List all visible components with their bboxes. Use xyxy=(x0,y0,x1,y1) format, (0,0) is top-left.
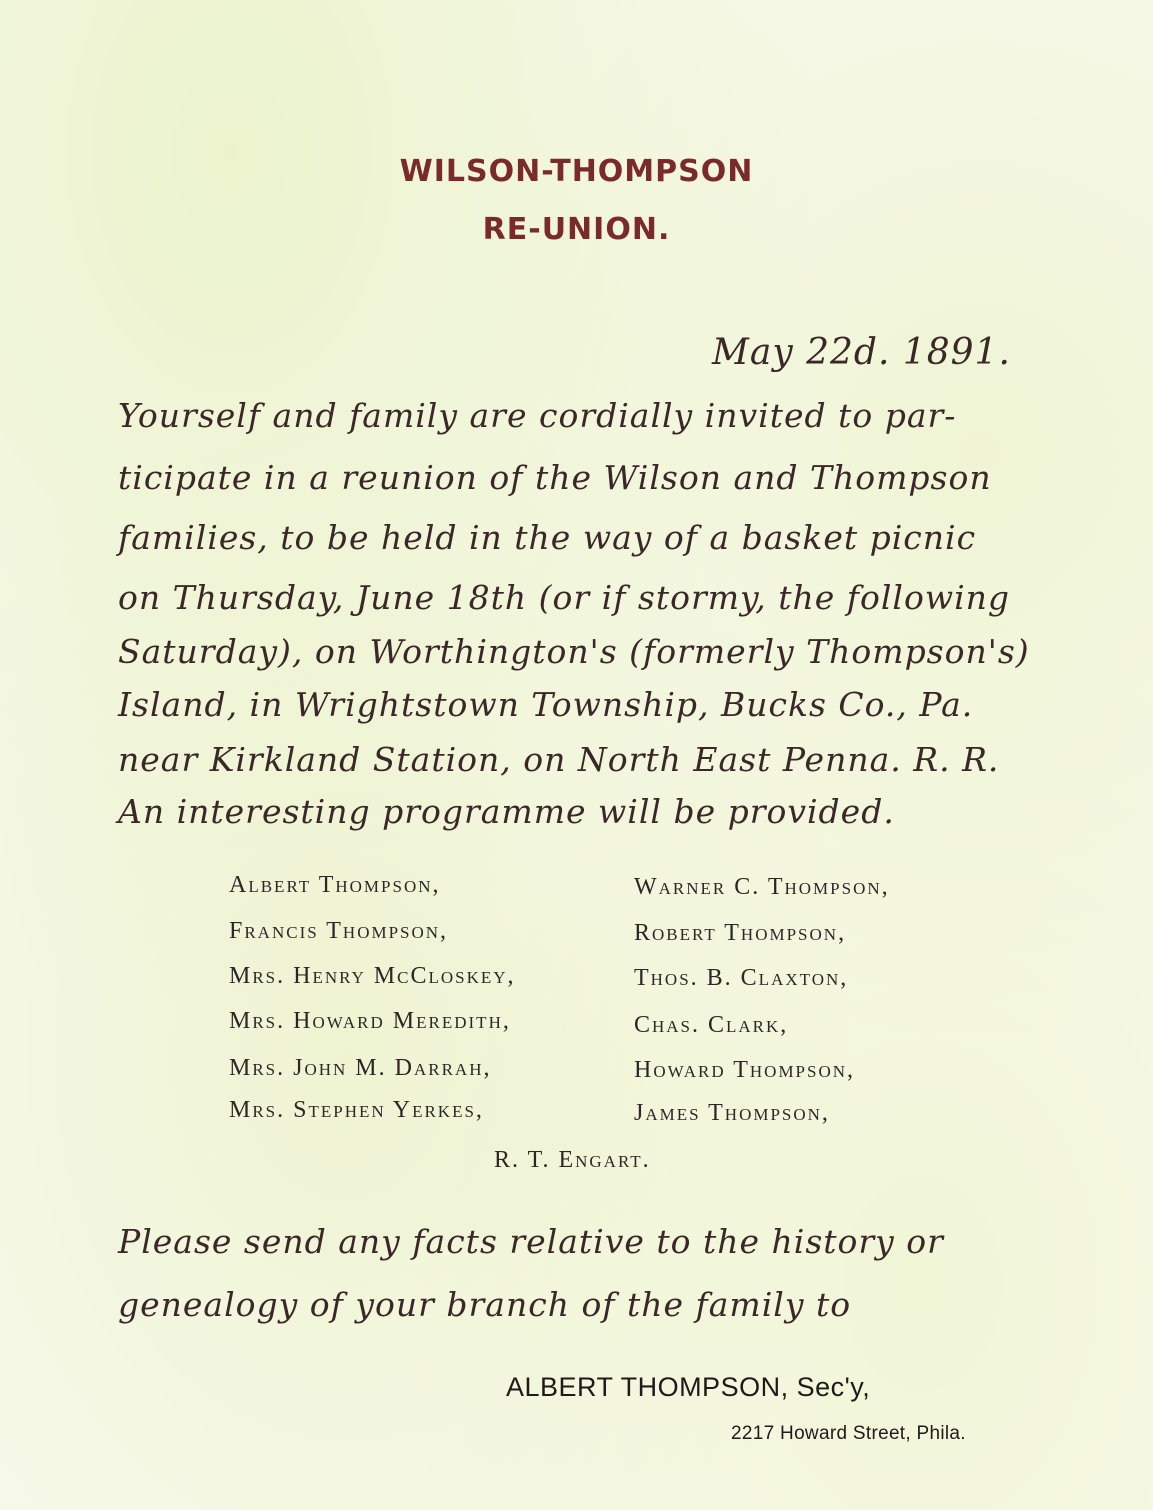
title-line-2: RE-UNION. xyxy=(482,212,671,247)
invitation-line: Saturday), on Worthington's (formerly Thompson's) xyxy=(118,632,1030,671)
letter-date: May 22d. 1891. xyxy=(712,332,1011,373)
committee-member: Francis Thompson, xyxy=(229,918,449,944)
committee-member: Mrs. Howard Meredith, xyxy=(229,1008,511,1034)
committee-member: Warner C. Thompson, xyxy=(634,874,890,900)
invitation-line: Island, in Wrightstown Township, Bucks Co., Pa. xyxy=(118,685,974,724)
committee-member: Chas. Clark, xyxy=(634,1012,789,1038)
committee-member: Albert Thompson, xyxy=(229,872,441,898)
invitation-line: near Kirkland Station, on North East Penna. R. R. xyxy=(118,740,1000,779)
invitation-line: ticipate in a reunion of the Wilson and Thompson xyxy=(118,458,992,497)
committee-member: Robert Thompson, xyxy=(634,920,847,946)
committee-member-center: R. T. Engart. xyxy=(494,1147,651,1173)
invitation-line: on Thursday, June 18th (or if stormy, the following xyxy=(118,578,1011,617)
invitation-line: families, to be held in the way of a basket picnic xyxy=(118,518,977,557)
invitation-line: Yourself and family are cordially invited to par- xyxy=(118,396,957,435)
invitation-line: An interesting programme will be provided. xyxy=(118,792,895,831)
title-line-1: WILSON-THOMPSON xyxy=(399,154,754,189)
secretary-signature: ALBERT THOMPSON, Sec'y, xyxy=(506,1372,871,1402)
committee-member: Mrs. Stephen Yerkes, xyxy=(229,1097,484,1123)
committee-member: James Thompson, xyxy=(634,1100,830,1126)
request-line: Please send any facts relative to the history or xyxy=(118,1222,944,1261)
request-line: genealogy of your branch of the family to xyxy=(118,1285,852,1324)
committee-member: Mrs. John M. Darrah, xyxy=(229,1055,492,1081)
committee-member: Thos. B. Claxton, xyxy=(634,965,849,991)
secretary-address: 2217 Howard Street, Phila. xyxy=(731,1423,966,1444)
committee-member: Howard Thompson, xyxy=(634,1057,856,1083)
committee-member: Mrs. Henry McCloskey, xyxy=(229,963,516,989)
